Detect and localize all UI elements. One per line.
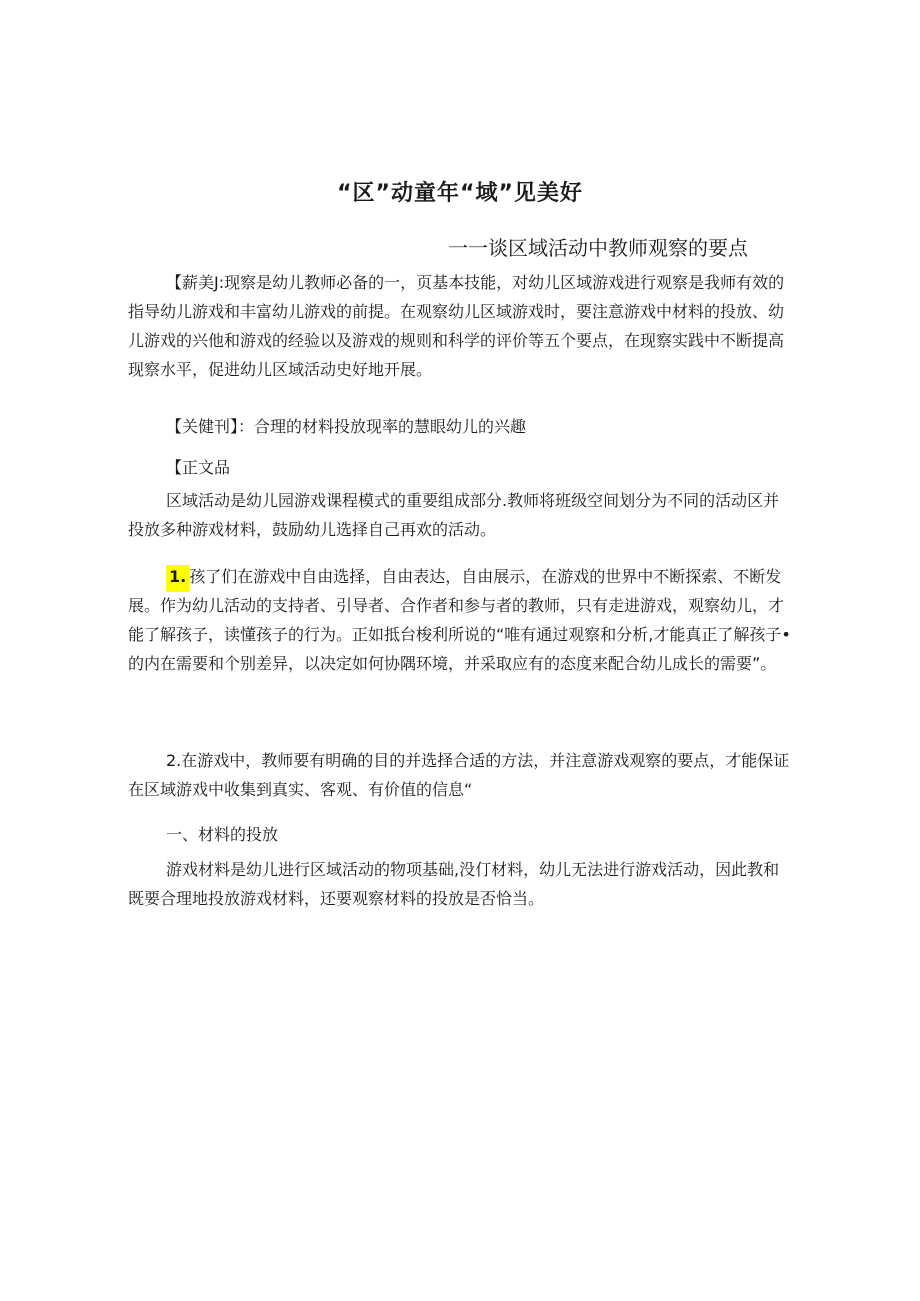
abstract-paragraph: 【薪美J:现察是幼儿教师必备的一，页基本技能，对幼儿区域游戏进行观察是我师有效的指导幼儿游戏和丰富幼儿游戏的前提。在观察幼儿区域游戏时，要注意游戏中材料的投放、幼儿游戏的兴他和游戏的经验以及游戏的规则和科学的评价等五个要点，在现察实践中不断提高现察水平，促进幼儿区域活动史好地开展。 [128, 273, 785, 379]
item-1-text: 孩了们在游戏中自由选择，自由表达，自由展示，在游戏的世界中不断探索、不断发展。作为幼儿活动的支持者、引导者、合作者和参与者的教师，只有走进游戏，观察幼儿，才能了解孩子，读懂孩子的行为。正如抵台梭利所说的“唯有通过观察和分析,才能真正了解孩子•的内在需要和个别差异，以决定如何协隅环境，并采取应有的态度来配合幼儿成长的需要”。 [128, 567, 791, 673]
item-1-paragraph [128, 562, 793, 678]
document-title: “区”动童年“域”见美好 [337, 181, 583, 206]
item-1-marker-highlight: 1. [166, 565, 189, 592]
document-subtitle: 一一谈区域活动中教师观察的要点 [448, 236, 748, 260]
item-2-paragraph: 2.在游戏中，教师要有明确的目的并选择合适的方法，并注意游戏观察的要点，才能保证在区域游戏中收集到真实、客观、有价值的信息“ [128, 751, 790, 799]
intro-paragraph: 区域活动是幼儿园游戏课程模式的重要组成部分.教师将班级空间划分为不同的活动区并投放多种游戏材料，鼓励幼儿选择自己再欢的活动。 [128, 491, 780, 539]
keywords-line: 【关健刊】：合理的材料投放现率的慧眼幼儿的兴趣 [166, 417, 527, 436]
section-1-paragraph: 游戏材料是幼儿进行区域活动的物项基础,没仃材料，幼儿无法进行游戏活动，因此教和既要合理地投放游戏材料，还要观察材料的投放是否恰当。 [128, 860, 780, 908]
body-heading: 【正文品 [166, 458, 231, 477]
section-1-heading: 一、材料的投放 [166, 825, 279, 844]
